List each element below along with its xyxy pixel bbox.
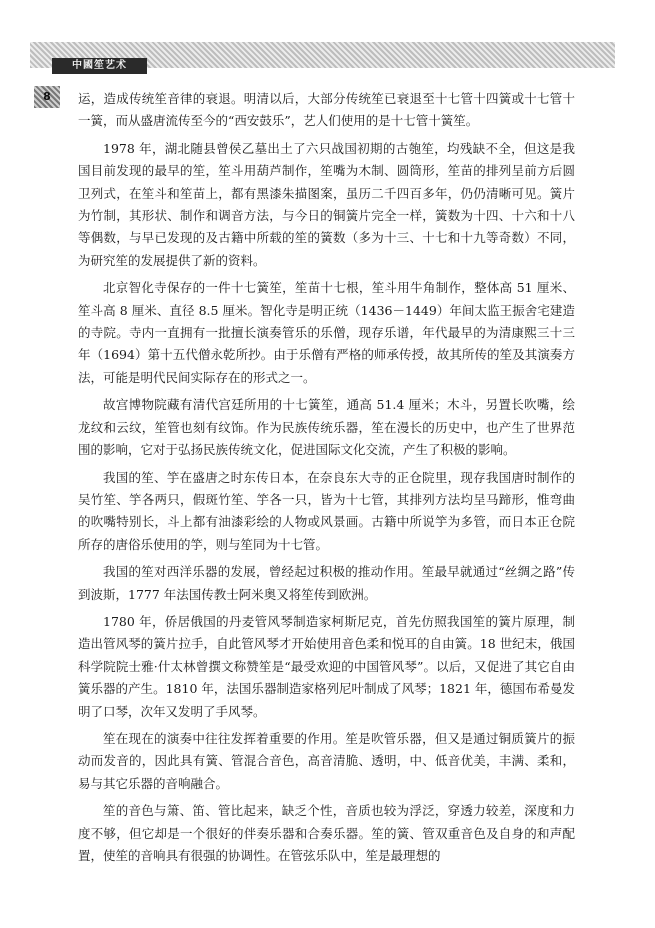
paragraph: 笙的音色与箫、笛、管比起来，缺乏个性，音质也较为浮泛，穿透力较差，深度和力度不够，但它却是一个很好的伴奏乐器和合奏乐器。笙的簧、管双重音色及自身的和声配置，使笙的音响具有很强的协调性。在管弦乐队中，笙是最理想的 xyxy=(78,803,575,863)
page-number: 8 xyxy=(34,86,60,108)
paragraph: 1978 年，湖北随县曾侯乙墓出土了六只战国初期的古匏笙，均残缺不全，但这是我国目前发现的最早的笙，笙斗用葫芦制作，笙嘴为木制、圆筒形，笙苗的排列呈前方后圆卫列式，在笙斗和笙苗上，都有黑漆朱描图案，虽历二千四百多年，仍仍清晰可见。簧片为竹制，其形状、制作和调音方法，与今日的铜簧片完全一样，簧数为十四、十六和十八等偶数，与早已发现的及古籍中所载的笙的簧数（多为十三、十七和十九等奇数）不同，为研究笙的发展提供了新的资料。 xyxy=(78,140,575,268)
paragraph: 笙在现在的演奏中往往发挥着重要的作用。笙是吹管乐器，但又是通过铜质簧片的振动而发音的，因此具有簧、管混合音色，高音清脆、透明，中、低音优美，丰满、柔和，易与其它乐器的音响融合。 xyxy=(78,730,575,791)
body-text xyxy=(78,88,575,867)
paragraph: 故宫博物院藏有清代宫廷所用的十七簧笙，通高 51.4 厘米；木斗，另置长吹嘴，绘龙纹和云纹，笙管也刻有纹饰。作为民族传统乐器，笙在漫长的历史中，也产生了世界范围的影响，它对于弘扬民族传统文化，促进国际文化交流，产生了积极的影响。 xyxy=(78,397,575,458)
paragraph: 我国的笙对西洋乐器的发展，曾经起过积极的推动作用。笙最早就通过“丝绸之路”传到波斯，1777 年法国传教士阿米奥又将笙传到欧洲。 xyxy=(78,564,575,602)
paragraph: 运，造成传统笙音律的衰退。明清以后，大部分传统笙已衰退至十七管十四簧或十七管十一簧，而从盛唐流传至今的“西安鼓乐”，艺人们使用的是十七管十簧笙。 xyxy=(78,91,575,129)
section-title: 中國笙艺术 xyxy=(52,58,147,74)
paragraph: 北京智化寺保存的一件十七簧笙，笙苗十七根，笙斗用牛角制作，整体高 51 厘米、笙斗高 8 厘米、直径 8.5 厘米。智化寺是明正统（1436－1449）年间太监王振舍宅建造的寺院。寺内一直拥有一批擅长演奏管乐的乐僧，现存乐谱，年代最早的为清康熙三十三年（1694）第十五代僧永乾所抄。由于乐僧有严格的师承传授，故其所传的笙及其演奏方法，可能是明代民间实际存在的形式之一。 xyxy=(78,280,575,385)
paragraph: 我国的笙、竽在盛唐之时东传日本，在奈良东大寺的正仓院里，现存我国唐时制作的吴竹笙、竽各两只，假斑竹笙、竽各一只，皆为十七管，其排列方法均呈马蹄形，惟弯曲的吹嘴特别长，斗上都有油漆彩绘的人物或风景画。古籍中所说竽为多管，而日本正仓院所存的唐俗乐使用的竽，则与笙同为十七管。 xyxy=(78,469,575,552)
paragraph: 1780 年，侨居俄国的丹麦管风琴制造家柯斯尼克，首先仿照我国笙的簧片原理，制造出管风琴的簧片拉手，自此管风琴才开始使用音色柔和悦耳的自由簧。18 世纪末，俄国科学院院士雅·什太林曾撰文称赞笙是“最受欢迎的中国管风琴”。以后，又促进了其它自由簧乐器的产生。1810 年，法国乐器制造家格列尼叶制成了风琴；1821 年，德国布希曼发明了口琴，次年又发明了手风琴。 xyxy=(78,613,575,719)
